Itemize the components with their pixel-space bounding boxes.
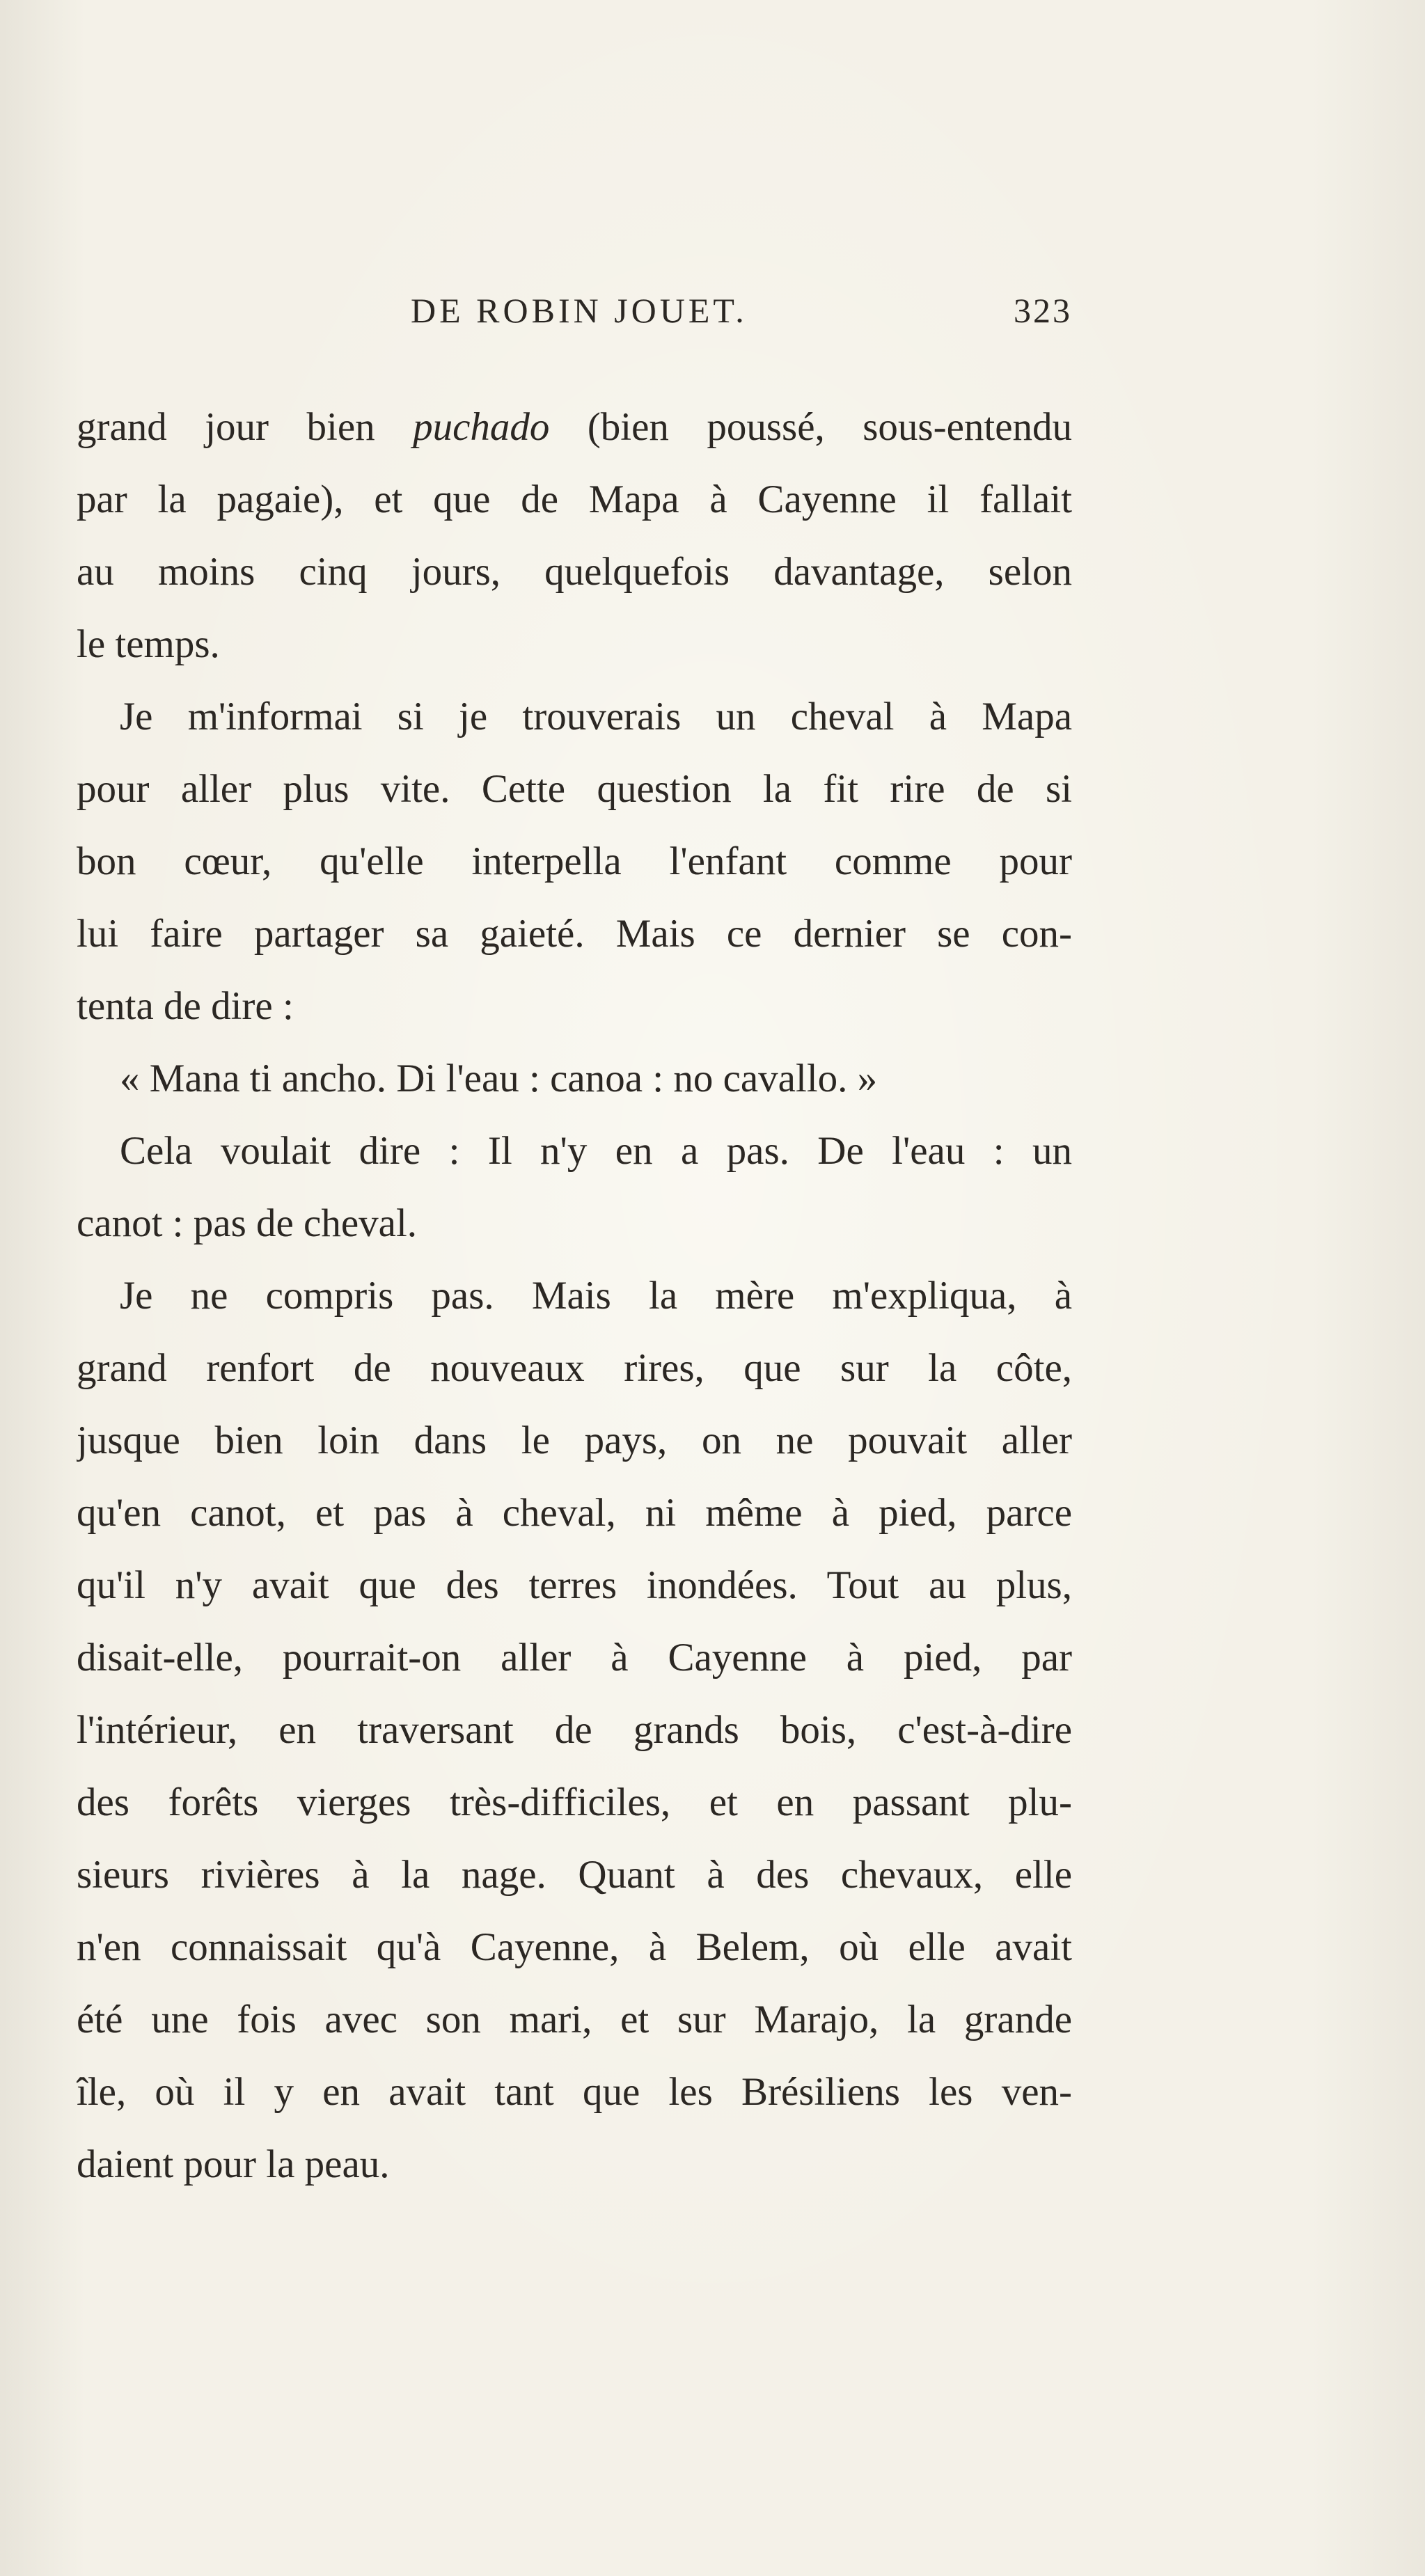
text-line: Je ne compris pas. Mais la mère m'expliqua, à bbox=[120, 1274, 1072, 1318]
text-line: Je m'informai si je trouverais un cheval à Mapa bbox=[120, 695, 1072, 738]
text-line: jusque bien loin dans le pays, on ne pouvait aller bbox=[77, 1419, 1072, 1462]
text-line: « Mana ti ancho. Di l'eau : canoa : no cavallo. » bbox=[120, 1057, 878, 1100]
text-line: au moins cinq jours, quelquefois davantage, selon bbox=[77, 550, 1072, 594]
running-title: DE ROBIN JOUET. bbox=[411, 291, 748, 330]
text-line: tenta de dire : bbox=[77, 984, 294, 1028]
page-header bbox=[77, 285, 1072, 341]
text-line: canot : pas de cheval. bbox=[77, 1201, 418, 1245]
text-line: par la pagaie), et que de Mapa à Cayenne il fallait bbox=[77, 477, 1072, 521]
text-line: grand renfort de nouveaux rires, que sur la côte, bbox=[77, 1346, 1072, 1390]
text-line: n'en connaissait qu'à Cayenne, à Belem, où elle avait bbox=[77, 1925, 1072, 1969]
page-number: 323 bbox=[1014, 291, 1072, 330]
text-line: bon cœur, qu'elle interpella l'enfant comme pour bbox=[77, 839, 1072, 883]
text-line: qu'en canot, et pas à cheval, ni même à pied, parce bbox=[77, 1491, 1072, 1535]
text-segment: grand jour bien bbox=[77, 405, 414, 449]
text-segment: (bien poussé, sous-entendu bbox=[549, 405, 1072, 449]
text-line: disait-elle, pourrait-on aller à Cayenne à pied, par bbox=[77, 1636, 1072, 1680]
italic-word: puchado bbox=[413, 405, 550, 449]
body-text bbox=[77, 391, 1072, 2201]
text-line: Cela voulait dire : Il n'y en a pas. De l'eau : un bbox=[120, 1129, 1072, 1173]
text-line: l'intérieur, en traversant de grands bois, c'est-à-dire bbox=[77, 1708, 1072, 1752]
text-line: qu'il n'y avait que des terres inondées. Tout au plus, bbox=[77, 1563, 1072, 1607]
text-line: daient pour la peau. bbox=[77, 2142, 390, 2186]
text-line: été une fois avec son mari, et sur Marajo, la grande bbox=[77, 1998, 1072, 2041]
text-line bbox=[77, 391, 1072, 464]
text-line: le temps. bbox=[77, 622, 220, 666]
text-line: pour aller plus vite. Cette question la fit rire de si bbox=[77, 767, 1072, 811]
text-line: sieurs rivières à la nage. Quant à des chevaux, elle bbox=[77, 1853, 1072, 1897]
text-line: des forêts vierges très-difficiles, et en passant plu- bbox=[77, 1780, 1072, 1824]
text-line: lui faire partager sa gaieté. Mais ce dernier se con- bbox=[77, 912, 1072, 956]
text-line: île, où il y en avait tant que les Brésiliens les ven- bbox=[77, 2070, 1072, 2114]
